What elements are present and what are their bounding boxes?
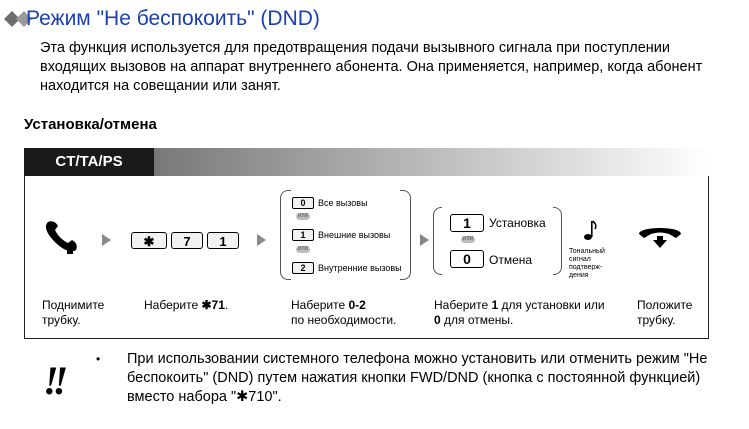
option-key-1: 1: [292, 229, 314, 241]
choice-bracket-right: [553, 207, 562, 275]
or-badge-3: ИЛИ: [462, 236, 474, 242]
note-text: При использовании системного телефона можно установить или отменить режим "Не беспокоить" (DND) путем нажатия кнопки FWD/DND (кнопка с постоянной функцией) вместо набора "✱710".: [127, 351, 708, 405]
on-hook-handset-icon: [636, 222, 684, 256]
attention-mark: !!: [43, 358, 63, 403]
step-arrow-1: [102, 234, 111, 246]
note-bullet: •: [96, 352, 101, 366]
or-badge-1: ИЛИ: [297, 213, 309, 219]
choice-label-cancel: Отмена: [489, 253, 533, 267]
options-bracket-left: [280, 190, 291, 280]
caption-lift: Поднимите трубку.: [42, 298, 105, 327]
intro-paragraph: Эта функция используется для предотвращения подачи вызывного сигнала при поступлении входящих вызовов на аппарат внутреннего абонента. Она применяется, например, когда абонент находится на совещании или занят.: [40, 40, 703, 94]
off-hook-handset-icon: [42, 218, 84, 258]
section-heading: Установка/отмена: [24, 116, 157, 133]
option-label-external: Внешние вызовы: [318, 230, 391, 240]
caption-set-cancel: Наберите 1 для установки или 0 для отмены.: [434, 298, 605, 327]
option-key-2: 2: [292, 262, 314, 274]
choice-label-set: Установка: [489, 216, 546, 230]
device-type-tab: CT/TA/PS: [24, 148, 154, 176]
caption-dial: Наберите ✱71.: [144, 298, 229, 312]
step-arrow-2: [257, 234, 266, 246]
option-key-0: 0: [292, 197, 314, 209]
choice-key-1: 1: [450, 214, 484, 232]
caption-select: Наберите 0-2 по необходимости.: [291, 298, 397, 327]
key-star: ✱: [131, 232, 167, 249]
option-label-internal: Внутренние вызовы: [318, 263, 402, 273]
option-label-all: Все вызовы: [318, 198, 368, 208]
tone-label: Тональный сигнал подтверж- дения: [569, 248, 605, 279]
music-note-icon: [583, 218, 599, 242]
page-title: Режим "Не беспокоить" (DND): [26, 7, 320, 30]
step-arrow-3: [420, 234, 429, 246]
key-1: 1: [207, 232, 239, 249]
choice-bracket-left: [433, 207, 442, 275]
options-bracket-right: [400, 190, 411, 280]
choice-key-0: 0: [450, 250, 484, 268]
caption-hangup: Положите трубку.: [637, 298, 693, 327]
or-badge-2: ИЛИ: [297, 246, 309, 252]
key-7: 7: [171, 232, 203, 249]
